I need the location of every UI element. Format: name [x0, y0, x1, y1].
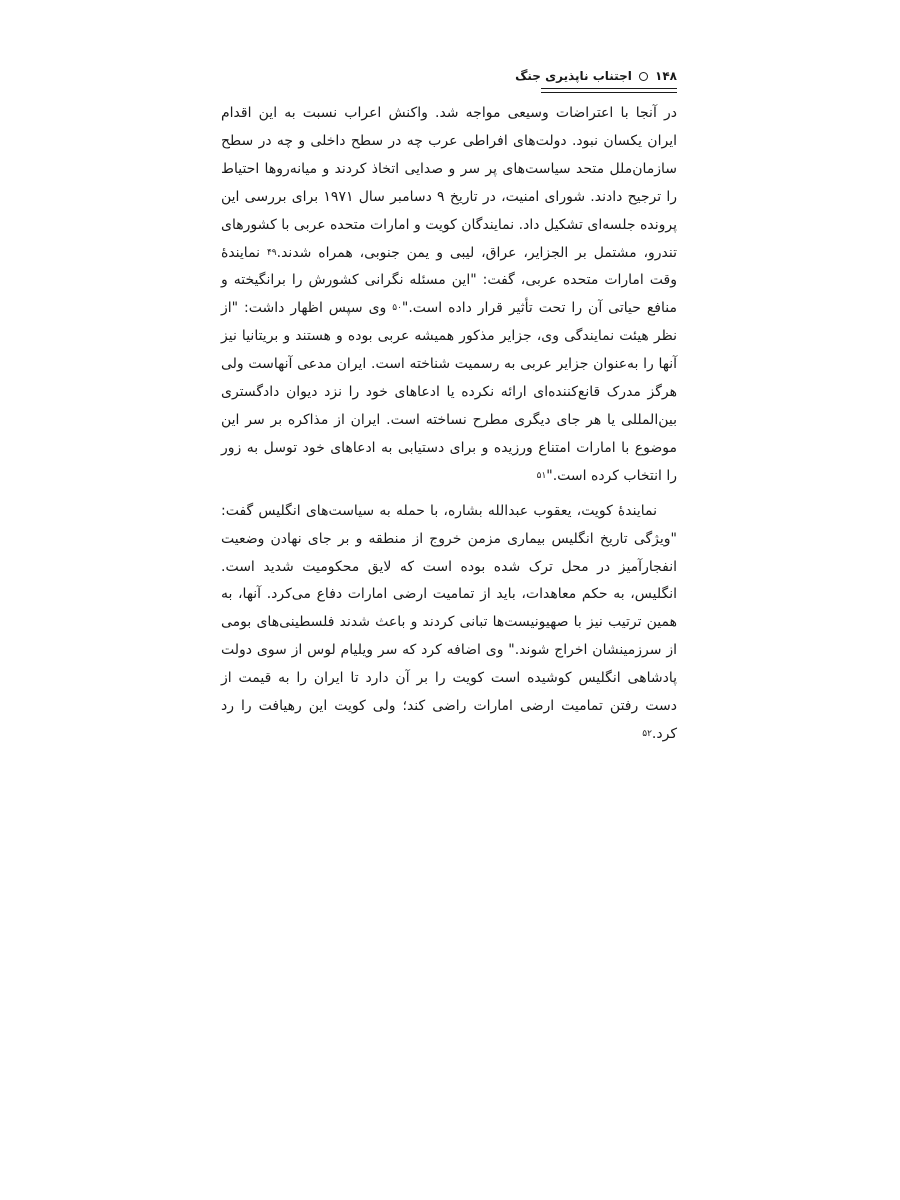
text-run: نمایندهٔ کویت، یعقوب عبدالله بشاره، با حمله به سیاست‌های انگلیس گفت: "ویژگی تاریخ انگلیس بیماری مزمن خروج از منطقه و بر جای نهادن وضعیت انفجارآمیز در محل ترک شده بوده است که لایق محکومیت شدید است. انگلیس، به حکم معاهدات، باید از تمامیت ارضی امارات دفاع می‌کرد. آنها، به همین ترتیب نیز با صهیونیست‌ها تبانی کردند و باعث شدند فلسطینی‌های بومی از سرزمینشان اخراج شوند." وی اضافه کرد که سر ویلیام لوس از سوی دولت پادشاهی انگلیس کوشیده است کویت را بر آن دارد تا ایران را به قیمت از دست رفتن تمامیت ارضی امارات راضی کند؛ ولی کویت این رهیافت را رد کرد. — [221, 502, 677, 742]
text-run: وی سپس اظهار داشت: "از نظر هیئت نمایندگی وی، جزایر مذکور همیشه عربی بوده و هستند و بریتانیا نیز آنها را به‌عنوان جزایر عربی به رسمیت شناخته است. ایران مدعی آنهاست ولی هرگز مدرک قانع‌کننده‌ای ارائه نکرده یا ادعاهای خود را نزد دیوان دادگستری بین‌المللی یا هر جای دیگری مطرح نساخته است. ایران از مذاکره بر سر این موضوع با امارات امتناع ورزیده و برای دستیابی به ادعاهای خود توسل به زور را انتخاب کرده است." — [221, 300, 677, 484]
footnote-ref-49: ۴۹ — [266, 247, 277, 258]
footnote-ref-51: ۵۱ — [536, 470, 547, 481]
footnote-ref-50: ۵۰ — [392, 303, 402, 314]
book-title: اجتناب ناپذیری جنگ — [515, 69, 632, 83]
footnote-ref-52: ۵۲ — [642, 728, 652, 739]
running-header — [221, 66, 677, 86]
header-rule — [541, 88, 677, 93]
text-run: در آنجا با اعتراضات وسیعی مواجه شد. واکنش اعراب نسبت به این اقدام ایران یکسان نبود. دولت‌های افراطی عرب چه در سطح داخلی و چه در سطح سازمان‌ملل متحد سیاست‌های پر سر و صدایی اتخاذ کردند و میانه‌روها احتیاط را ترجیح دادند. شورای امنیت، در تاریخ ۹ دسامبر سال ۱۹۷۱ برای بررسی این پرونده جلسه‌ای تشکیل داد. نمایندگان کویت و امارات متحده عربی با کشورهای تندرو، مشتمل بر الجزایر، عراق، لیبی و یمن جنوبی، همراه شدند. — [221, 105, 677, 261]
paragraph — [221, 498, 677, 749]
page-number: ۱۴۸ — [655, 69, 677, 83]
circle-separator-icon — [639, 72, 648, 81]
body-text — [221, 100, 677, 749]
paragraph — [221, 100, 677, 491]
text-run: نمایندهٔ وقت امارات متحده عربی، گفت: "این مسئله نگرانی کشورش را برانگیخته و منافع حیاتی آن را تحت تأثیر قرار داده است." — [221, 244, 677, 317]
